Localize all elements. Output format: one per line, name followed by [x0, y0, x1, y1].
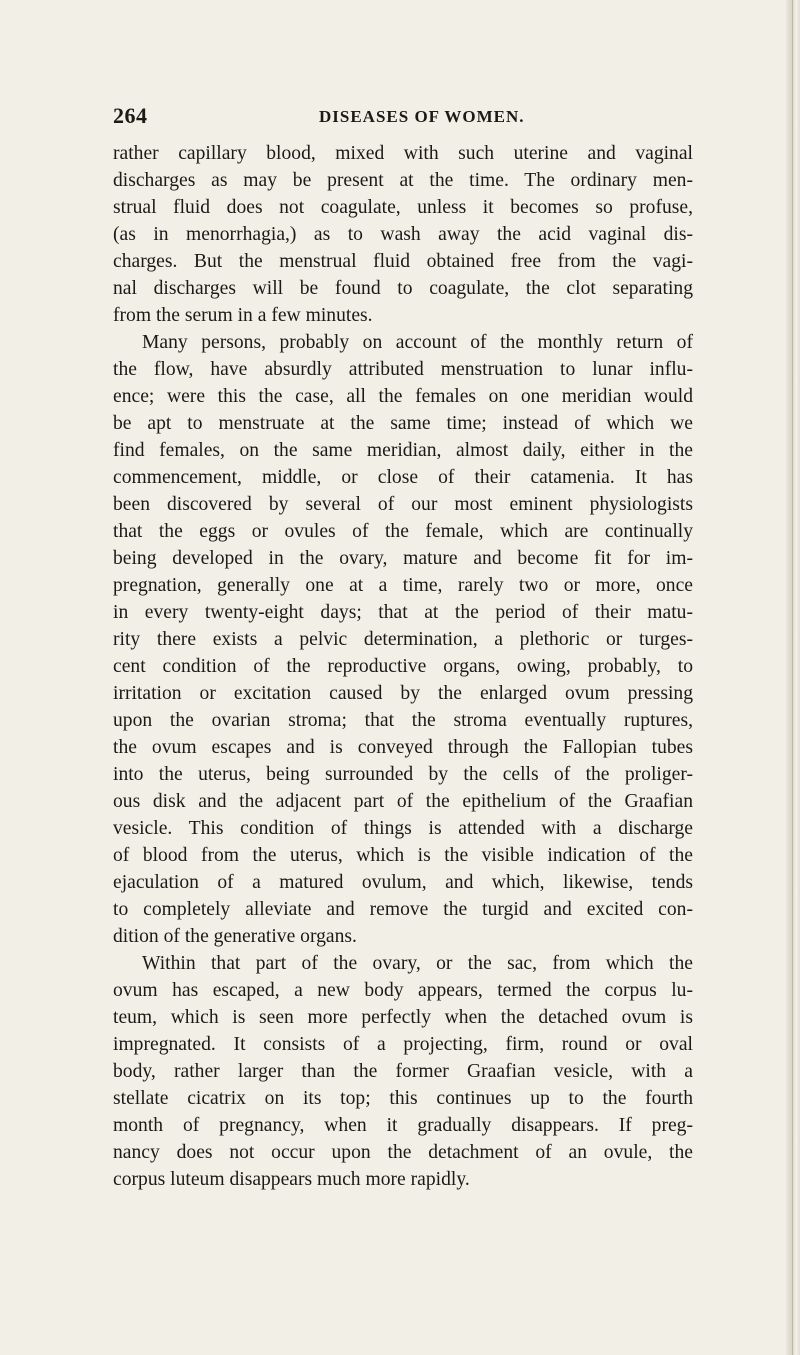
text-line: into the uterus, being surrounded by the cells of the proliger-: [113, 764, 693, 785]
text-line: strual fluid does not coagulate, unless it becomes so profuse,: [113, 197, 693, 218]
text-line: that the eggs or ovules of the female, which are continually: [113, 521, 693, 542]
text-line: from the serum in a few minutes.: [113, 305, 373, 326]
text-line: (as in menorrhagia,) as to wash away the acid vaginal dis-: [113, 224, 693, 245]
text-line: to completely alleviate and remove the turgid and excited con-: [113, 899, 693, 920]
text-line: corpus luteum disappears much more rapidly.: [113, 1169, 470, 1190]
text-line: nal discharges will be found to coagulate, the clot separating: [113, 278, 693, 299]
body-text: [113, 140, 693, 1193]
page-number: 264: [113, 103, 148, 128]
running-head: DISEASES OF WOMEN.: [319, 107, 525, 126]
text-line: rity there exists a pelvic determination, a plethoric or turges-: [113, 629, 693, 650]
text-line: of blood from the uterus, which is the visible indication of the: [113, 845, 693, 866]
text-line: ejaculation of a matured ovulum, and which, likewise, tends: [113, 872, 693, 893]
text-line: cent condition of the reproductive organs, owing, probably, to: [113, 656, 693, 677]
text-line: vesicle. This condition of things is attended with a discharge: [113, 818, 693, 839]
text-line: being developed in the ovary, mature and become fit for im-: [113, 548, 693, 569]
text-line: irritation or excitation caused by the enlarged ovum pressing: [113, 683, 693, 704]
text-line: dition of the generative organs.: [113, 926, 357, 947]
text-line: nancy does not occur upon the detachment of an ovule, the: [113, 1142, 693, 1163]
text-line: find females, on the same meridian, almost daily, either in the: [113, 440, 693, 461]
page-header: [113, 103, 703, 133]
text-line: been discovered by several of our most eminent physiologists: [113, 494, 693, 515]
text-line: teum, which is seen more perfectly when the detached ovum is: [113, 1007, 693, 1028]
text-line: commencement, middle, or close of their catamenia. It has: [113, 467, 693, 488]
text-line: stellate cicatrix on its top; this continues up to the fourth: [113, 1088, 693, 1109]
text-line: body, rather larger than the former Graafian vesicle, with a: [113, 1061, 693, 1082]
text-line: ence; were this the case, all the females on one meridian would: [113, 386, 693, 407]
page-edge-line: [792, 0, 793, 1355]
text-line: discharges as may be present at the time. The ordinary men-: [113, 170, 693, 191]
text-line: in every twenty-eight days; that at the period of their matu-: [113, 602, 693, 623]
page-edge-shadow: [786, 0, 800, 1355]
text-line: upon the ovarian stroma; that the stroma eventually ruptures,: [113, 710, 693, 731]
text-line: month of pregnancy, when it gradually disappears. If preg-: [113, 1115, 693, 1136]
text-line: pregnation, generally one at a time, rarely two or more, once: [113, 575, 693, 596]
text-line: the flow, have absurdly attributed menstruation to lunar influ-: [113, 359, 693, 380]
text-line: impregnated. It consists of a projecting, firm, round or oval: [113, 1034, 693, 1055]
text-line: Many persons, probably on account of the monthly return of: [142, 332, 693, 353]
text-line: the ovum escapes and is conveyed through the Fallopian tubes: [113, 737, 693, 758]
text-line: charges. But the menstrual fluid obtained free from the vagi-: [113, 251, 693, 272]
text-line: ovum has escaped, a new body appears, termed the corpus lu-: [113, 980, 693, 1001]
text-line: Within that part of the ovary, or the sac, from which the: [142, 953, 693, 974]
text-line: be apt to menstruate at the same time; instead of which we: [113, 413, 693, 434]
text-line: rather capillary blood, mixed with such uterine and vaginal: [113, 143, 693, 164]
text-line: ous disk and the adjacent part of the epithelium of the Graafian: [113, 791, 693, 812]
